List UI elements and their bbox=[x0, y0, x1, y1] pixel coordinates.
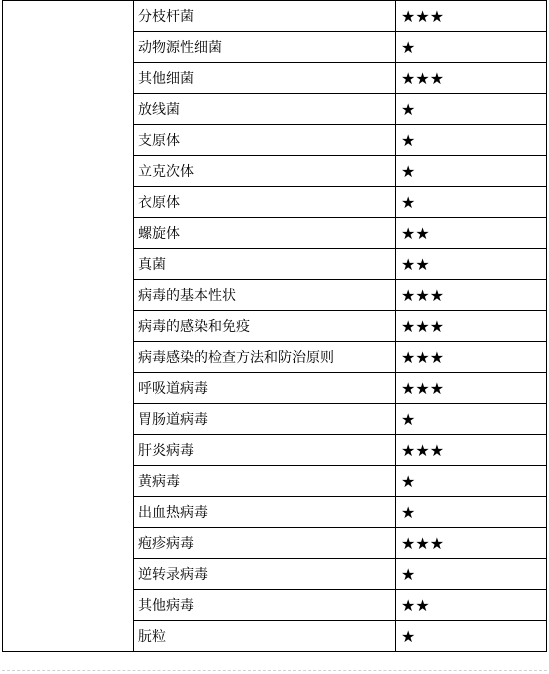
rating-cell: ★ bbox=[396, 497, 547, 528]
rating-cell: ★★ bbox=[396, 249, 547, 280]
topic-cell: 出血热病毒 bbox=[134, 497, 396, 528]
topic-cell: 放线菌 bbox=[134, 94, 396, 125]
topic-cell: 其他细菌 bbox=[134, 63, 396, 94]
topic-cell: 黄病毒 bbox=[134, 466, 396, 497]
rating-cell: ★★ bbox=[396, 218, 547, 249]
topic-cell: 螺旋体 bbox=[134, 218, 396, 249]
topic-cell: 疱疹病毒 bbox=[134, 528, 396, 559]
topic-cell: 衣原体 bbox=[134, 187, 396, 218]
rating-cell: ★ bbox=[396, 32, 547, 63]
rating-cell: ★ bbox=[396, 187, 547, 218]
rating-cell: ★★★ bbox=[396, 311, 547, 342]
topic-cell: 其他病毒 bbox=[134, 590, 396, 621]
rating-cell: ★★★ bbox=[396, 528, 547, 559]
rating-cell: ★ bbox=[396, 404, 547, 435]
topic-cell: 朊粒 bbox=[134, 621, 396, 652]
topic-cell: 呼吸道病毒 bbox=[134, 373, 396, 404]
rating-cell: ★★★ bbox=[396, 373, 547, 404]
topic-cell: 逆转录病毒 bbox=[134, 559, 396, 590]
exam-topic-table bbox=[2, 0, 547, 652]
topic-cell: 病毒的感染和免疫 bbox=[134, 311, 396, 342]
rating-cell: ★ bbox=[396, 559, 547, 590]
topic-cell: 肝炎病毒 bbox=[134, 435, 396, 466]
topic-cell: 病毒感染的检查方法和防治原则 bbox=[134, 342, 396, 373]
topic-cell: 病毒的基本性状 bbox=[134, 280, 396, 311]
page-bottom-rule bbox=[2, 670, 547, 671]
rating-cell: ★★★ bbox=[396, 63, 547, 94]
rating-cell: ★★★ bbox=[396, 280, 547, 311]
rating-cell: ★ bbox=[396, 125, 547, 156]
rating-cell: ★ bbox=[396, 621, 547, 652]
topic-cell: 真菌 bbox=[134, 249, 396, 280]
table-row bbox=[3, 1, 547, 32]
topic-cell: 立克次体 bbox=[134, 156, 396, 187]
topic-cell: 分枝杆菌 bbox=[134, 1, 396, 32]
rating-cell: ★ bbox=[396, 94, 547, 125]
topic-cell: 胃肠道病毒 bbox=[134, 404, 396, 435]
rating-cell: ★ bbox=[396, 156, 547, 187]
topic-cell: 支原体 bbox=[134, 125, 396, 156]
topic-cell: 动物源性细菌 bbox=[134, 32, 396, 63]
rating-cell: ★★★ bbox=[396, 1, 547, 32]
rating-cell: ★ bbox=[396, 466, 547, 497]
rating-cell: ★★★ bbox=[396, 435, 547, 466]
table-body bbox=[3, 1, 547, 652]
category-cell bbox=[3, 1, 134, 652]
rating-cell: ★★ bbox=[396, 590, 547, 621]
rating-cell: ★★★ bbox=[396, 342, 547, 373]
